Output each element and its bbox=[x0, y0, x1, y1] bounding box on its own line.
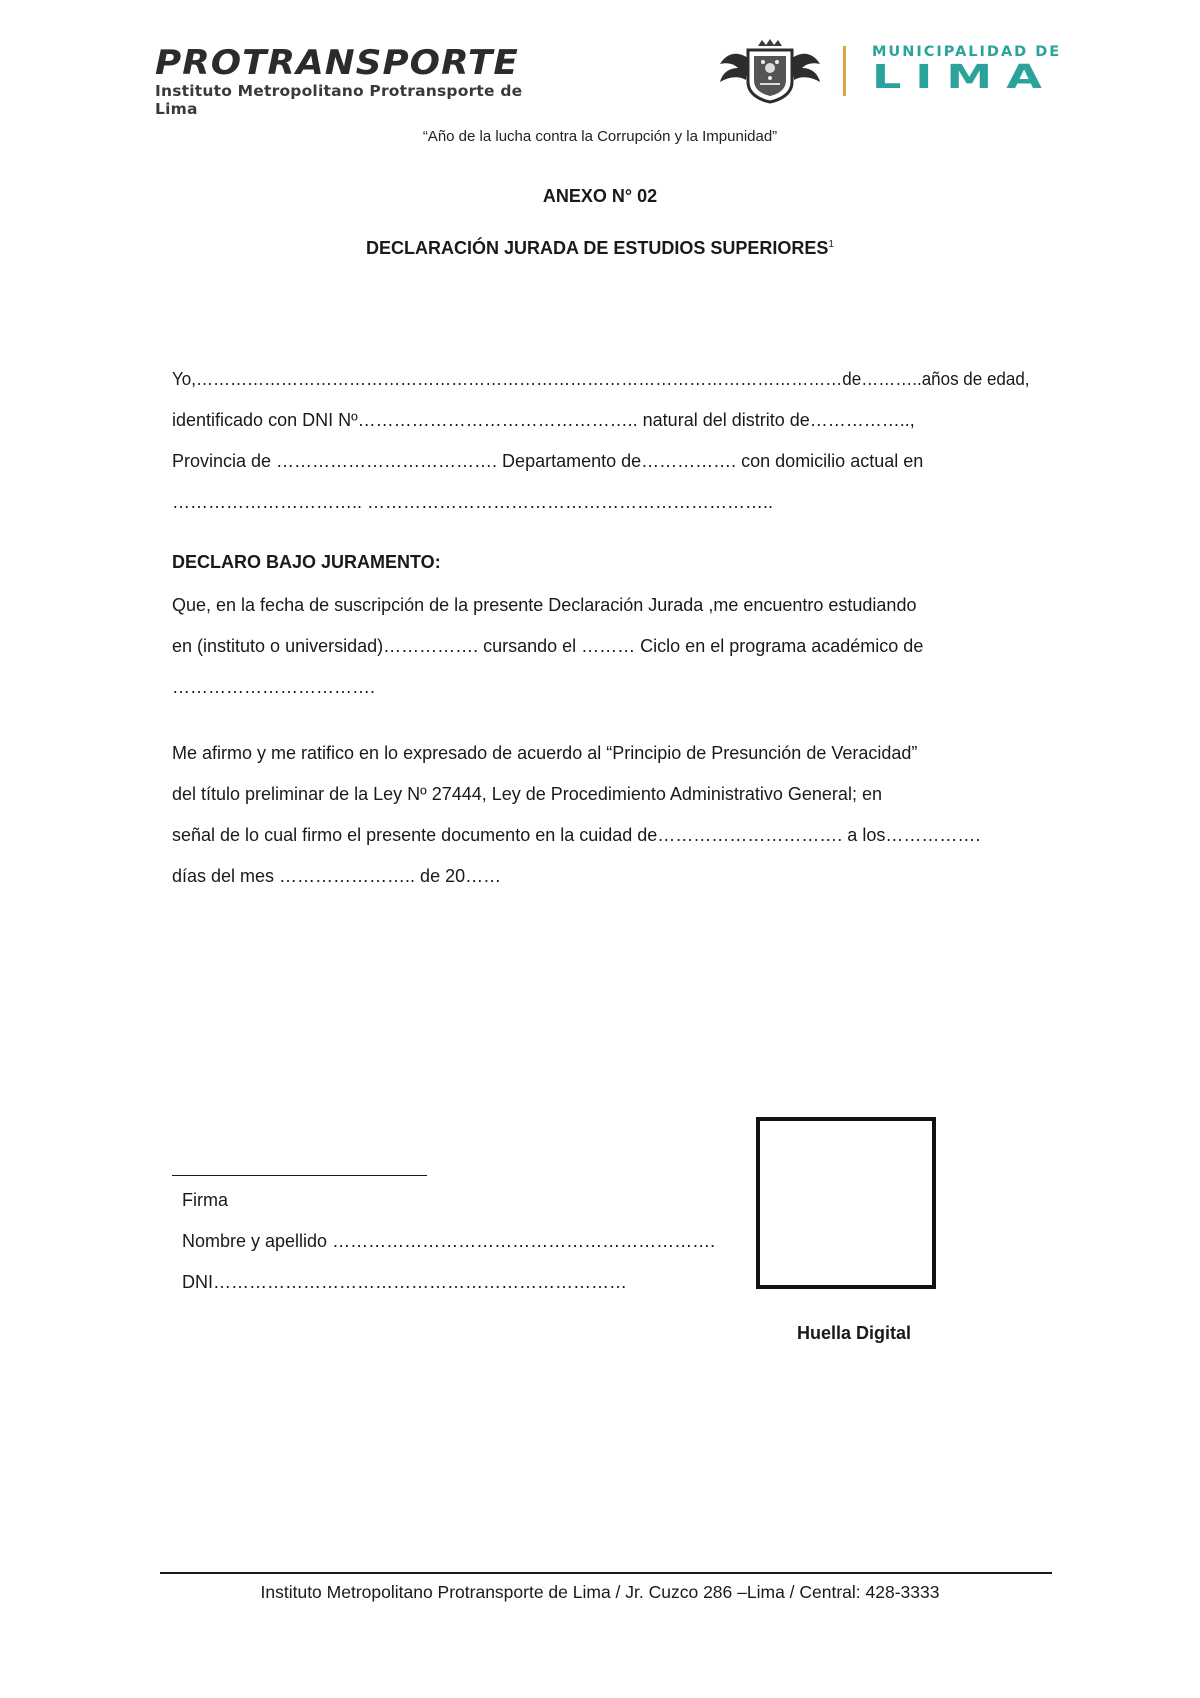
footnote-mark: 1 bbox=[828, 239, 834, 250]
document-title bbox=[0, 238, 1200, 259]
identity-paragraph bbox=[172, 359, 1030, 523]
studies-line: ……………………………. bbox=[172, 677, 376, 697]
declaro-heading: DECLARO BAJO JURAMENTO: bbox=[172, 552, 441, 572]
studies-paragraph bbox=[172, 585, 1030, 708]
identity-line: identificado con DNI Nº……………………………………….. natural del distrito de…………….., bbox=[172, 410, 915, 430]
lima-word: LIMA bbox=[872, 57, 1056, 96]
fingerprint-label: Huella Digital bbox=[796, 1323, 912, 1343]
nombre-apellido-field: Nombre y apellido ………………………………………………………. bbox=[182, 1231, 716, 1251]
identity-line: Yo,……………………………………………………………………………………………………de………..años de edad, bbox=[172, 369, 1030, 389]
ratification-line: Me afirmo y me ratifico en lo expresado de acuerdo al “Principio de Presunción de Veracidad” bbox=[172, 743, 918, 763]
protransporte-logo bbox=[155, 44, 525, 118]
logo-divider bbox=[843, 46, 846, 96]
municipality-label: MUNICIPALIDAD DE bbox=[872, 44, 1062, 60]
signature-line bbox=[172, 1175, 427, 1176]
year-motto: “Año de la lucha contra la Corrupción y la Impunidad” bbox=[422, 128, 778, 145]
studies-line: Que, en la fecha de suscripción de la presente Declaración Jurada ,me encuentro estudiando bbox=[172, 595, 917, 615]
ratification-line: días del mes ………………….. de 20…… bbox=[172, 866, 502, 886]
footer-address: Instituto Metropolitano Protransporte de Lima / Jr. Cuzco 286 –Lima / Central: 428-3333 bbox=[260, 1582, 940, 1602]
fingerprint-box bbox=[756, 1117, 936, 1289]
dni-field: DNI…………………………………………………………… bbox=[182, 1272, 627, 1292]
ratification-line: señal de lo cual firmo el presente documento en la cuidad de…………………………. a los……………. bbox=[172, 825, 981, 845]
protransporte-subtitle: Instituto Metropolitano Protransporte de Lima bbox=[155, 82, 523, 118]
municipal-coat-of-arms-icon bbox=[718, 38, 822, 104]
studies-line: en (instituto o universidad)……………. cursando el ……… Ciclo en el programa académico de bbox=[172, 636, 924, 656]
identity-line: ………………………….. ………………………………………………………….. bbox=[172, 492, 774, 512]
protransporte-brand: PROTRANSPORTE bbox=[155, 43, 519, 83]
document-title-text: DECLARACIÓN JURADA DE ESTUDIOS SUPERIORES bbox=[366, 238, 829, 258]
firma-label: Firma bbox=[182, 1190, 228, 1210]
annex-number: ANEXO N° 02 bbox=[542, 186, 658, 206]
ratification-line: del título preliminar de la Ley Nº 27444, Ley de Procedimiento Administrativo General; en bbox=[172, 784, 882, 804]
ratification-paragraph bbox=[172, 733, 1030, 897]
footer-rule bbox=[160, 1572, 1052, 1574]
identity-line: Provincia de ………………………………. Departamento de……………. con domicilio actual en bbox=[172, 451, 924, 471]
lima-municipality-logo bbox=[872, 44, 1112, 106]
signature-block bbox=[182, 1180, 715, 1303]
